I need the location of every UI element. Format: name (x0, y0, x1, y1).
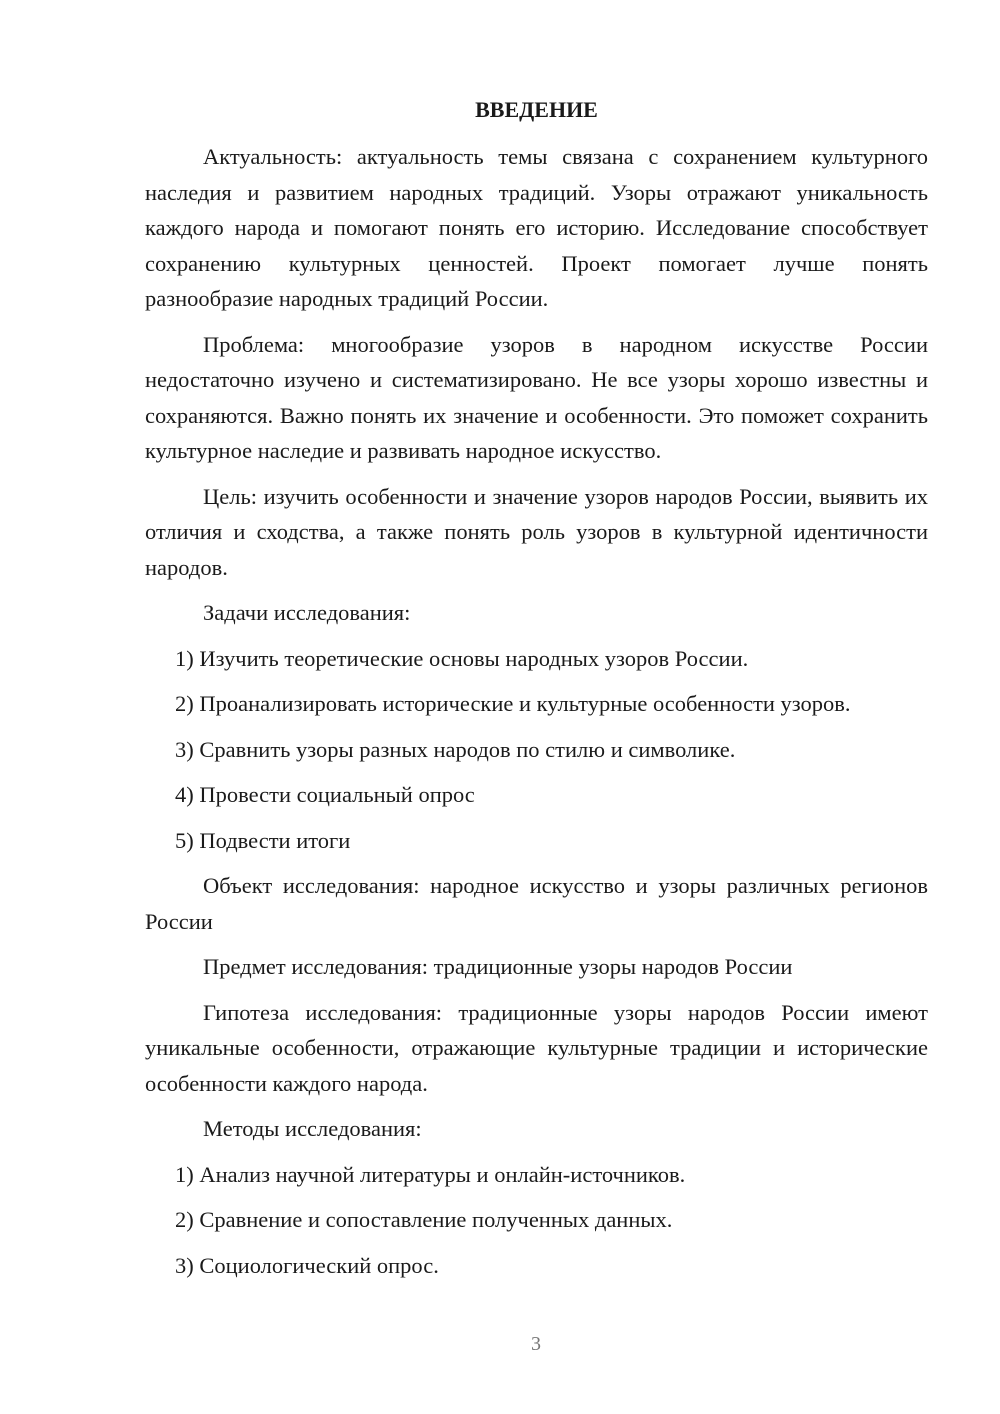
object-paragraph: Объект исследования: народное искусство и узоры различных регионов России (145, 873, 928, 934)
relevance-paragraph: Актуальность: актуальность темы связана с сохранением культурного наследия и развитием народных традиций. Узоры отражают уникальность каждого народа и помогают понять его историю. Исследование способствует сохранению культурных ценностей. Проект помогает лучше понять разнообразие народных традиций России. (145, 144, 928, 311)
task-item: 5) Подвести итоги (175, 827, 351, 853)
tasks-label: Задачи исследования: (203, 600, 411, 625)
hypothesis-paragraph: Гипотеза исследования: традиционные узоры народов России имеют уникальные особенности, отражающие культурные традиции и исторические особенности каждого народа. (145, 999, 928, 1096)
method-item: 2) Сравнение и сопоставление полученных данных. (175, 1207, 673, 1232)
task-item: 3) Сравнить узоры разных народов по стилю и символике. (175, 736, 736, 762)
goal-paragraph: Цель: изучить особенности и значение узоров народов России, выявить их отличия и сходства, а также понять роль узоров в культурной идентичности народов. (145, 483, 928, 580)
task-item: 4) Провести социальный опрос (175, 782, 475, 807)
method-item: 1) Анализ научной литературы и онлайн-источников. (175, 1161, 686, 1187)
methods-list (145, 1157, 928, 1284)
page-number: 3 (531, 1333, 541, 1355)
problem-paragraph: Проблема: многообразие узоров в народном искусстве России недостаточно изучено и систематизировано. Не все узоры хорошо известны и сохраняются. Важно понять их значение и особенности. Это поможет сохранить культурное наследие и развивать народное искусство. (145, 331, 928, 463)
tasks-list (145, 641, 928, 859)
method-item: 3) Социологический опрос. (175, 1252, 439, 1278)
task-item: 2) Проанализировать исторические и культурные особенности узоров. (175, 691, 851, 716)
task-item: 1) Изучить теоретические основы народных узоров России. (175, 645, 749, 671)
methods-label: Методы исследования: (203, 1116, 422, 1141)
subject-paragraph: Предмет исследования: традиционные узоры народов России (203, 954, 793, 979)
section-heading: ВВЕДЕНИЕ (475, 97, 598, 122)
document-page (145, 94, 928, 1293)
